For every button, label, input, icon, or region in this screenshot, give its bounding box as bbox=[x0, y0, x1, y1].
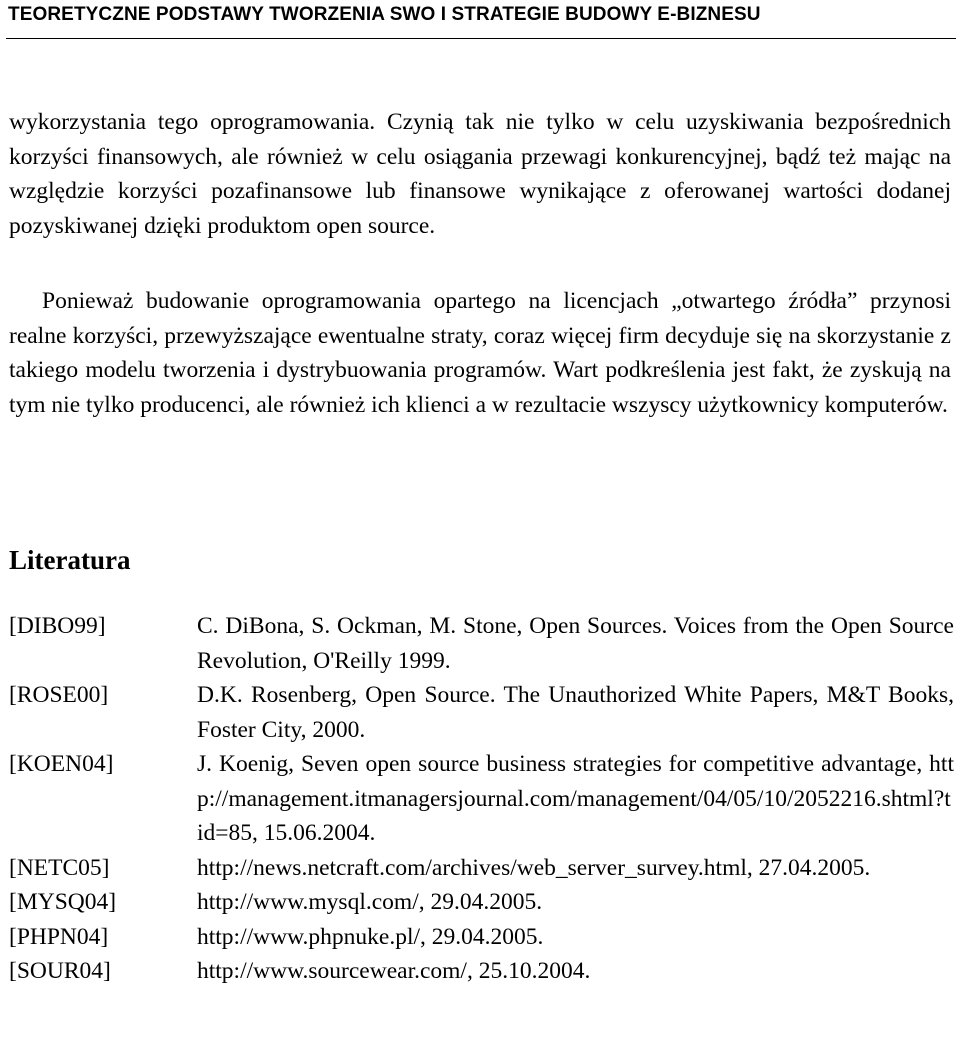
paragraph-continuation: wykorzystania tego oprogramowania. Czynią tak nie tylko w celu uzyskiwania bezpośrednich korzyści finansowych, ale również w celu osiągania przewagi konkurencyjnej, bądź też mając na względzie korzyści pozafinansowe lub finansowe wynikające z oferowanej wartości dodanej pozyskiwanej dzięki produktom open source. bbox=[9, 109, 951, 240]
reference-text: http://news.netcraft.com/archives/web_server_survey.html, 27.04.2005. bbox=[197, 854, 871, 881]
reference-list bbox=[9, 609, 954, 989]
reference-key: [NETC05] bbox=[9, 854, 110, 881]
reference-item bbox=[9, 678, 954, 747]
reference-text: http://www.phpnuke.pl/, 29.04.2005. bbox=[197, 923, 544, 950]
reference-text: C. DiBona, S. Ockman, M. Stone, Open Sources. Voices from the Open Source Revolution, O'Reilly 1999. bbox=[197, 613, 954, 674]
reference-item bbox=[9, 920, 954, 955]
literature-heading: Literatura bbox=[9, 545, 131, 575]
reference-key: [KOEN04] bbox=[9, 751, 114, 777]
header-divider bbox=[6, 38, 956, 39]
reference-item bbox=[9, 954, 954, 989]
reference-key: [DIBO99] bbox=[9, 613, 106, 639]
running-header: TEORETYCZNE PODSTAWY TWORZENIA SWO I STRATEGIE BUDOWY E-BIZNESU bbox=[8, 4, 761, 25]
reference-item bbox=[9, 747, 954, 851]
reference-item bbox=[9, 885, 954, 920]
reference-text: J. Koenig, Seven open source business strategies for competitive advantage, http://management.itmanagersjournal.com/management/04/05/10/2052216.shtml?tid=85, 15.06.2004. bbox=[197, 751, 954, 846]
reference-text: http://www.sourcewear.com/, 25.10.2004. bbox=[197, 958, 591, 984]
reference-key: [PHPN04] bbox=[9, 923, 109, 950]
reference-key: [MYSQ04] bbox=[9, 889, 117, 915]
reference-text: D.K. Rosenberg, Open Source. The Unauthorized White Papers, M&T Books, Foster City, 2000. bbox=[197, 682, 954, 743]
reference-item bbox=[9, 851, 954, 886]
reference-key: [ROSE00] bbox=[9, 682, 109, 708]
reference-text: http://www.mysql.com/, 29.04.2005. bbox=[197, 889, 543, 915]
paragraph-conclusion: Ponieważ budowanie oprogramowania opartego na licencjach „otwartego źródła” przynosi realne korzyści, przewyższające ewentualne straty, coraz więcej firm decyduje się na skorzystanie z takiego modelu tworzenia i dystrybuowania programów. Wart podkreślenia jest fakt, że zyskują na tym nie tylko producenci, ale również ich klienci a w rezultacie wszyscy użytkownicy komputerów. bbox=[9, 288, 951, 419]
reference-key: [SOUR04] bbox=[9, 958, 111, 984]
reference-item bbox=[9, 609, 954, 678]
